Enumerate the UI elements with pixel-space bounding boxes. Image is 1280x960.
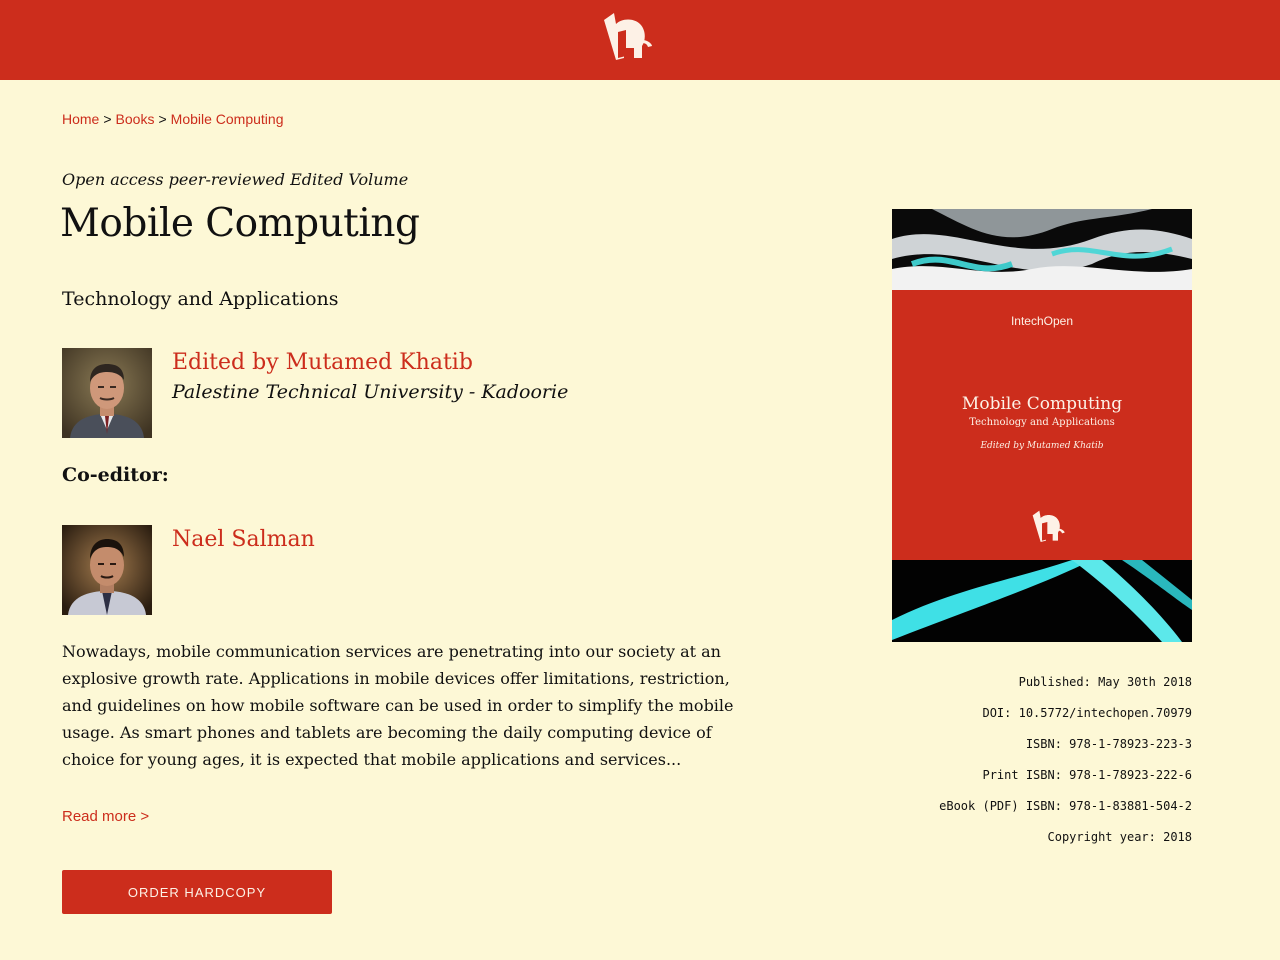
cover-title-panel <box>892 290 1192 560</box>
cover-publisher: IntechOpen <box>1010 314 1074 328</box>
book-subtitle: Technology and Applications <box>62 288 339 310</box>
breadcrumb-current-link[interactable]: Mobile Computing <box>170 111 284 127</box>
book-metadata <box>939 673 1192 859</box>
ebook-isbn-value: eBook (PDF) ISBN: 978-1-83881-504-2 <box>939 799 1192 813</box>
copyright-year: Copyright year: 2018 <box>1047 830 1192 844</box>
book-cover[interactable] <box>892 209 1192 642</box>
coeditor-avatar[interactable] <box>62 525 152 615</box>
coeditor-name-link[interactable]: Nael Salman <box>172 527 315 552</box>
published-date: Published: May 30th 2018 <box>1018 675 1192 689</box>
cover-abstract-top-image <box>892 209 1192 290</box>
breadcrumb <box>62 111 284 127</box>
editor-affiliation: Palestine Technical University - Kadoorie <box>172 381 569 403</box>
cover-subtitle: Technology and Applications <box>969 417 1115 428</box>
doi-value: DOI: 10.5772/intechopen.70979 <box>982 706 1192 720</box>
page-title: Mobile Computing <box>60 201 420 246</box>
book-description: Nowadays, mobile communication services are penetrating into our society at an explosive growth rate. Applications in mobile devices offer limitations, restriction, and guidelines on how mobile software can be used in order to simplify the mobile usage. As smart phones and tablets are becoming the daily computing device of choice for young ages, it is expected that mobile applications and services... <box>62 642 734 769</box>
editor-avatar[interactable] <box>62 348 152 438</box>
top-bar <box>0 0 1280 80</box>
cover-title: Mobile Computing <box>961 394 1123 414</box>
isbn-value: ISBN: 978-1-78923-223-3 <box>1025 737 1192 751</box>
cover-editor: Edited by Mutamed Khatib <box>980 441 1104 451</box>
breadcrumb-separator: > <box>103 111 112 127</box>
intechopen-elephant-logo-icon <box>600 10 654 62</box>
cover-abstract-bottom-image <box>892 560 1192 642</box>
breadcrumb-home-link[interactable]: Home <box>62 111 100 127</box>
read-more-link[interactable]: Read more > <box>62 808 150 825</box>
editor-name-link[interactable]: Edited by Mutamed Khatib <box>172 350 473 375</box>
breadcrumb-books-link[interactable]: Books <box>115 111 155 127</box>
cover-elephant-logo-icon <box>1030 508 1066 544</box>
book-type-label: Open access peer-reviewed Edited Volume <box>62 170 409 189</box>
breadcrumb-separator: > <box>158 111 167 127</box>
order-hardcopy-button[interactable]: ORDER HARDCOPY <box>62 870 332 914</box>
coeditor-label: Co-editor: <box>62 464 169 486</box>
print-isbn-value: Print ISBN: 978-1-78923-222-6 <box>982 768 1192 782</box>
